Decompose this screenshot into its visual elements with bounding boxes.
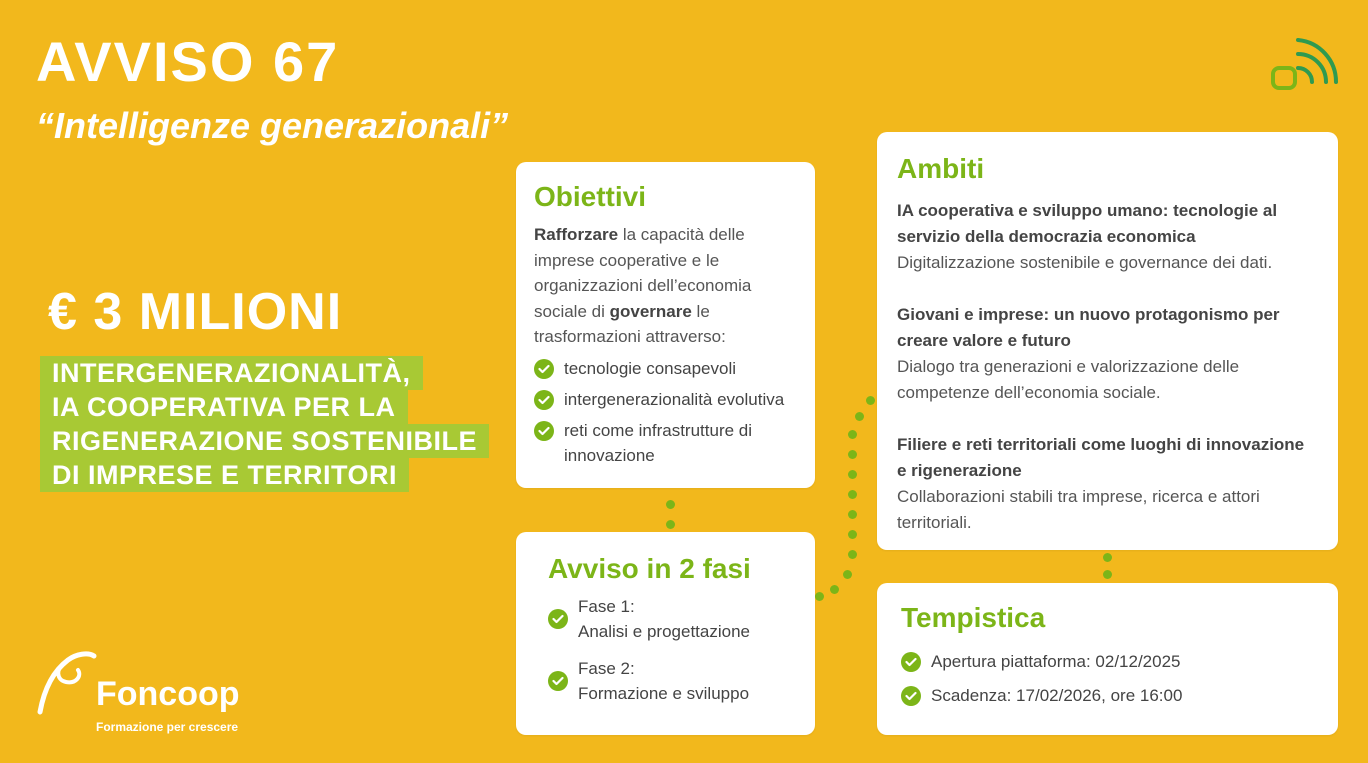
funding-amount: € 3 MILIONI <box>48 283 343 341</box>
check-circle-icon <box>548 671 568 691</box>
page-subtitle: “Intelligenze generazionali” <box>36 105 509 146</box>
tagline-line: INTERGENERAZIONALITÀ, <box>40 356 423 390</box>
check-circle-icon <box>534 421 554 441</box>
fasi-title: Avviso in 2 fasi <box>548 553 751 584</box>
ambiti-item: Giovani e imprese: un nuovo protagonismo per creare valore e futuro Dialogo tra generazioni e valorizzazione delle competenze dell’economia sociale. <box>897 305 1280 402</box>
foncoop-mark-icon <box>34 650 98 716</box>
ambiti-title: Ambiti <box>897 153 985 184</box>
fasi-card <box>516 532 815 735</box>
check-circle-icon <box>534 359 554 379</box>
list-item: tecnologie consapevoli <box>534 356 799 381</box>
list-item: Apertura piattaforma: 02/12/2025 <box>901 649 1318 674</box>
obiettivi-title: Obiettivi <box>534 181 647 212</box>
obiettivi-card <box>516 162 815 488</box>
tagline-line: RIGENERAZIONE SOSTENIBILE <box>40 424 489 458</box>
check-circle-icon <box>534 390 554 410</box>
list-item: Fase 1: Analisi e progettazione <box>548 594 799 644</box>
logo-tagline: Formazione per crescere <box>96 720 239 734</box>
bold-text: governare <box>609 301 692 321</box>
obiettivi-intro: Rafforzare la capacità delle imprese cooperative e le organizzazioni dell’economia sociale di governare le trasformazioni attraverso: <box>534 225 752 346</box>
list-item: Fase 2: Formazione e sviluppo <box>548 656 799 706</box>
list-item: intergenerazionalità evolutiva <box>534 387 799 412</box>
ambiti-item: Filiere e reti territoriali come luoghi di innovazione e rigenerazione Collaborazioni stabili tra imprese, ricerca e attori territoriali. <box>897 435 1305 532</box>
signal-waves-icon <box>1268 32 1340 94</box>
logo-name: Foncoop <box>96 675 240 713</box>
list-item: reti come infrastrutture di innovazione <box>534 418 799 468</box>
tempistica-card <box>877 583 1338 735</box>
bold-text: Rafforzare <box>534 225 619 244</box>
check-circle-icon <box>548 609 568 629</box>
tempistica-title: Tempistica <box>901 602 1046 633</box>
check-circle-icon <box>901 686 921 706</box>
ambiti-item: IA cooperativa e sviluppo umano: tecnologie al servizio della democrazia economica Digitalizzazione sostenibile e governance dei dati. <box>897 201 1278 272</box>
page-title: AVVISO 67 <box>36 30 340 93</box>
tagline-line: DI IMPRESE E TERRITORI <box>40 458 409 492</box>
check-circle-icon <box>901 652 921 672</box>
hero-tagline <box>40 356 489 492</box>
ambiti-card <box>877 132 1338 550</box>
tagline-line: IA COOPERATIVA PER LA <box>40 390 408 424</box>
list-item: Scadenza: 17/02/2026, ore 16:00 <box>901 683 1318 708</box>
